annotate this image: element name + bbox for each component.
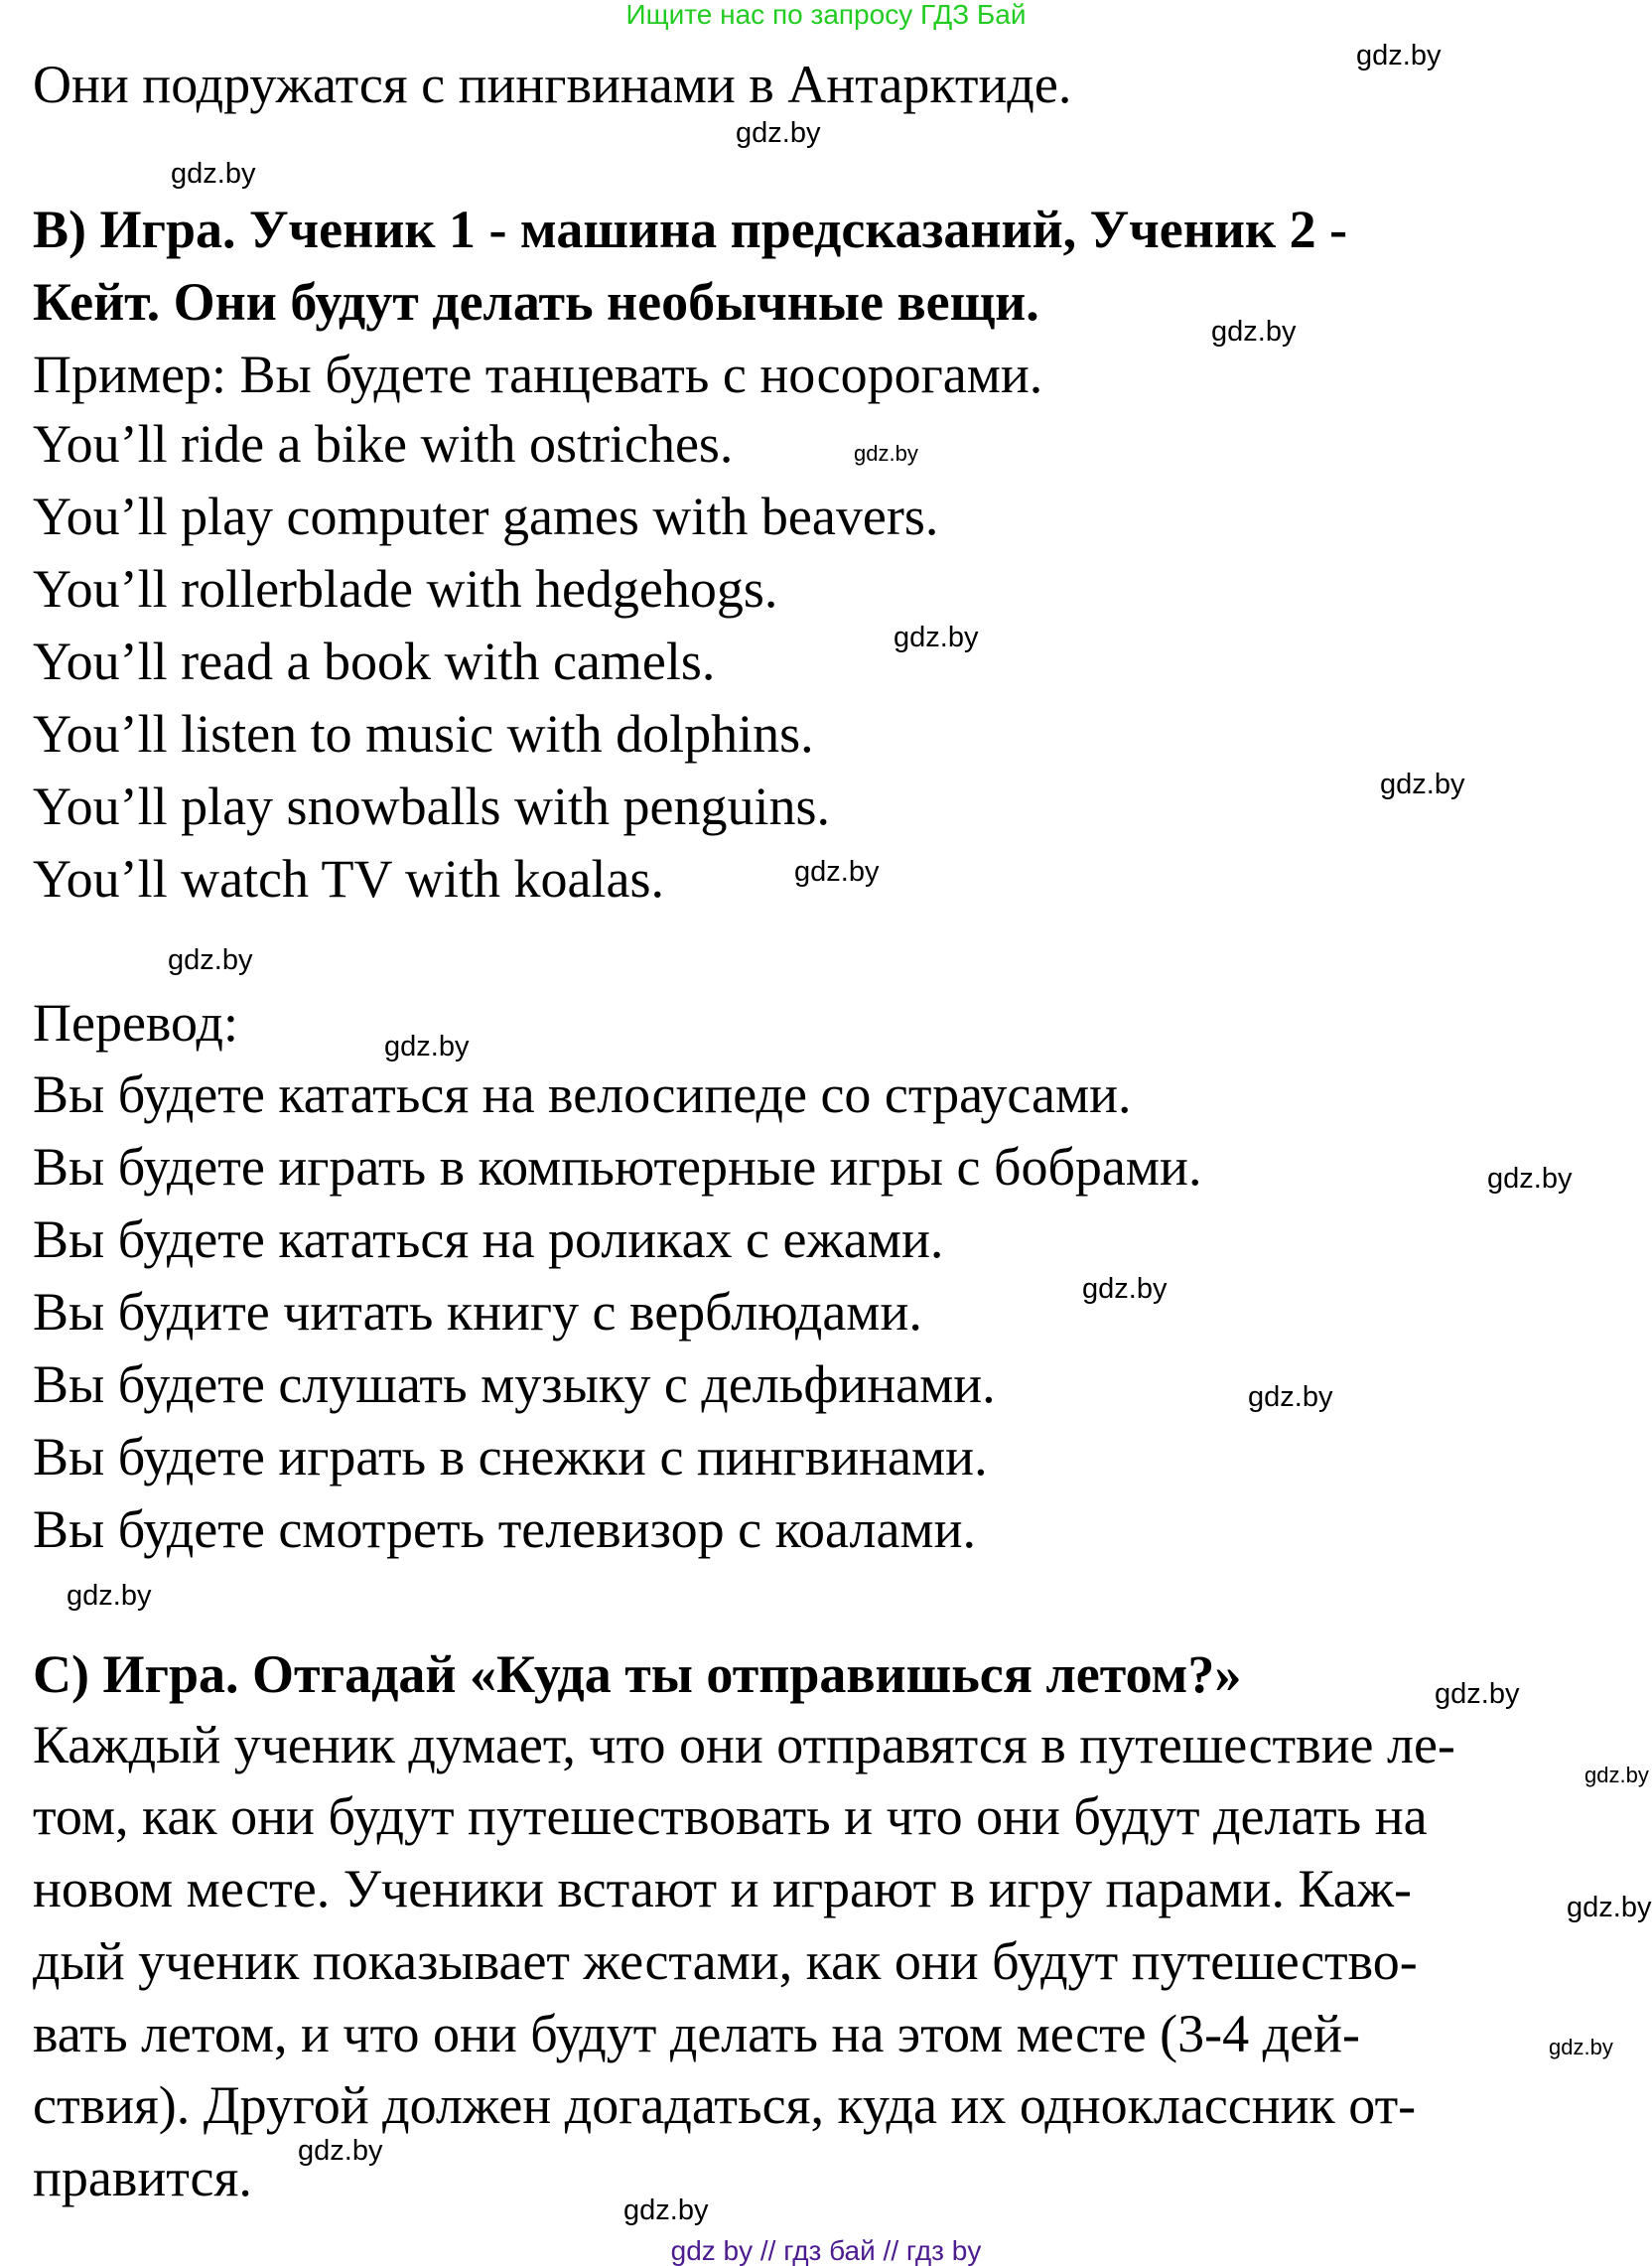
sentence: You’ll watch TV with koalas. — [33, 849, 665, 909]
example-line: Пример: Вы будете танцевать с носорогами. — [33, 345, 1043, 404]
watermark: gdz.by — [1435, 1678, 1520, 1710]
section-c-line: Каждый ученик думает, что они отправятся в путешествие ле- — [33, 1715, 1455, 1774]
watermark: gdz.by — [894, 622, 979, 653]
watermark: gdz.by — [171, 158, 256, 190]
watermark: gdz.by — [1567, 1892, 1652, 1923]
sentence: You’ll rollerblade with hedgehogs. — [33, 559, 778, 619]
watermark: gdz.by — [1356, 40, 1442, 71]
watermark: gdz.by — [1082, 1273, 1168, 1305]
translation-label: Перевод: — [33, 993, 238, 1053]
section-b-title: B) Игра. Ученик 1 - машина предсказаний, Ученик 2 - — [33, 200, 1348, 259]
sentence: You’ll listen to music with dolphins. — [33, 704, 814, 764]
section-c-line: вать летом, и что они будут делать на этом месте (3-4 дей- — [33, 2004, 1360, 2063]
watermark: gdz.by — [1248, 1381, 1333, 1413]
sentence: You’ll ride a bike with ostriches. — [33, 414, 734, 474]
watermark: gdz.by — [623, 2195, 709, 2226]
sentence: You’ll play computer games with beavers. — [33, 487, 939, 546]
section-c-line: правится. — [33, 2148, 252, 2207]
sentence: You’ll read a book with camels. — [33, 632, 716, 691]
translation: Вы будете смотреть телевизор с коалами. — [33, 1499, 976, 1559]
translation: Вы будете слушать музыку с дельфинами. — [33, 1354, 996, 1414]
search-banner: Ищите нас по запросу ГДЗ Бай — [625, 0, 1027, 30]
watermark: gdz.by — [384, 1031, 470, 1062]
translation: Вы будете кататься на роликах с ежами. — [33, 1209, 944, 1269]
intro-line: Они подружатся с пингвинами в Антарктиде. — [33, 55, 1072, 114]
translation: Вы будете играть в снежки с пингвинами. — [33, 1427, 988, 1487]
watermark: gdz.by — [794, 856, 880, 888]
watermark: gdz.by — [736, 117, 821, 149]
sentence: You’ll play snowballs with penguins. — [33, 777, 831, 836]
section-c-line: дый ученик показывает жестами, как они будут путешество- — [33, 1931, 1418, 1991]
translation: Вы будите читать книгу с верблюдами. — [33, 1282, 922, 1342]
section-c-line: ствия). Другой должен догадаться, куда их одноклассник от- — [33, 2075, 1417, 2135]
watermark: gdz.by — [1549, 2035, 1613, 2059]
section-c-title: C) Игра. Отгадай «Куда ты отправишься летом?» — [33, 1644, 1242, 1704]
watermark: gdz.by — [1211, 316, 1297, 348]
watermark: gdz.by — [168, 944, 253, 976]
section-c-line: том, как они будут путешествовать и что они будут делать на — [33, 1786, 1428, 1846]
footer-links: gdz by // гдз бай // гдз by — [670, 2235, 982, 2266]
watermark: gdz.by — [298, 2135, 383, 2167]
section-b-title: Кейт. Они будут делать необычные вещи. — [33, 272, 1039, 332]
watermark: gdz.by — [854, 441, 918, 466]
translation: Вы будете играть в компьютерные игры с бобрами. — [33, 1137, 1202, 1197]
watermark: gdz.by — [1584, 1763, 1649, 1787]
section-c-line: новом месте. Ученики встают и играют в игру парами. Каж- — [33, 1859, 1413, 1918]
watermark: gdz.by — [67, 1580, 152, 1612]
watermark: gdz.by — [1487, 1163, 1573, 1195]
watermark: gdz.by — [1380, 769, 1465, 800]
translation: Вы будете кататься на велосипеде со страусами. — [33, 1064, 1132, 1124]
